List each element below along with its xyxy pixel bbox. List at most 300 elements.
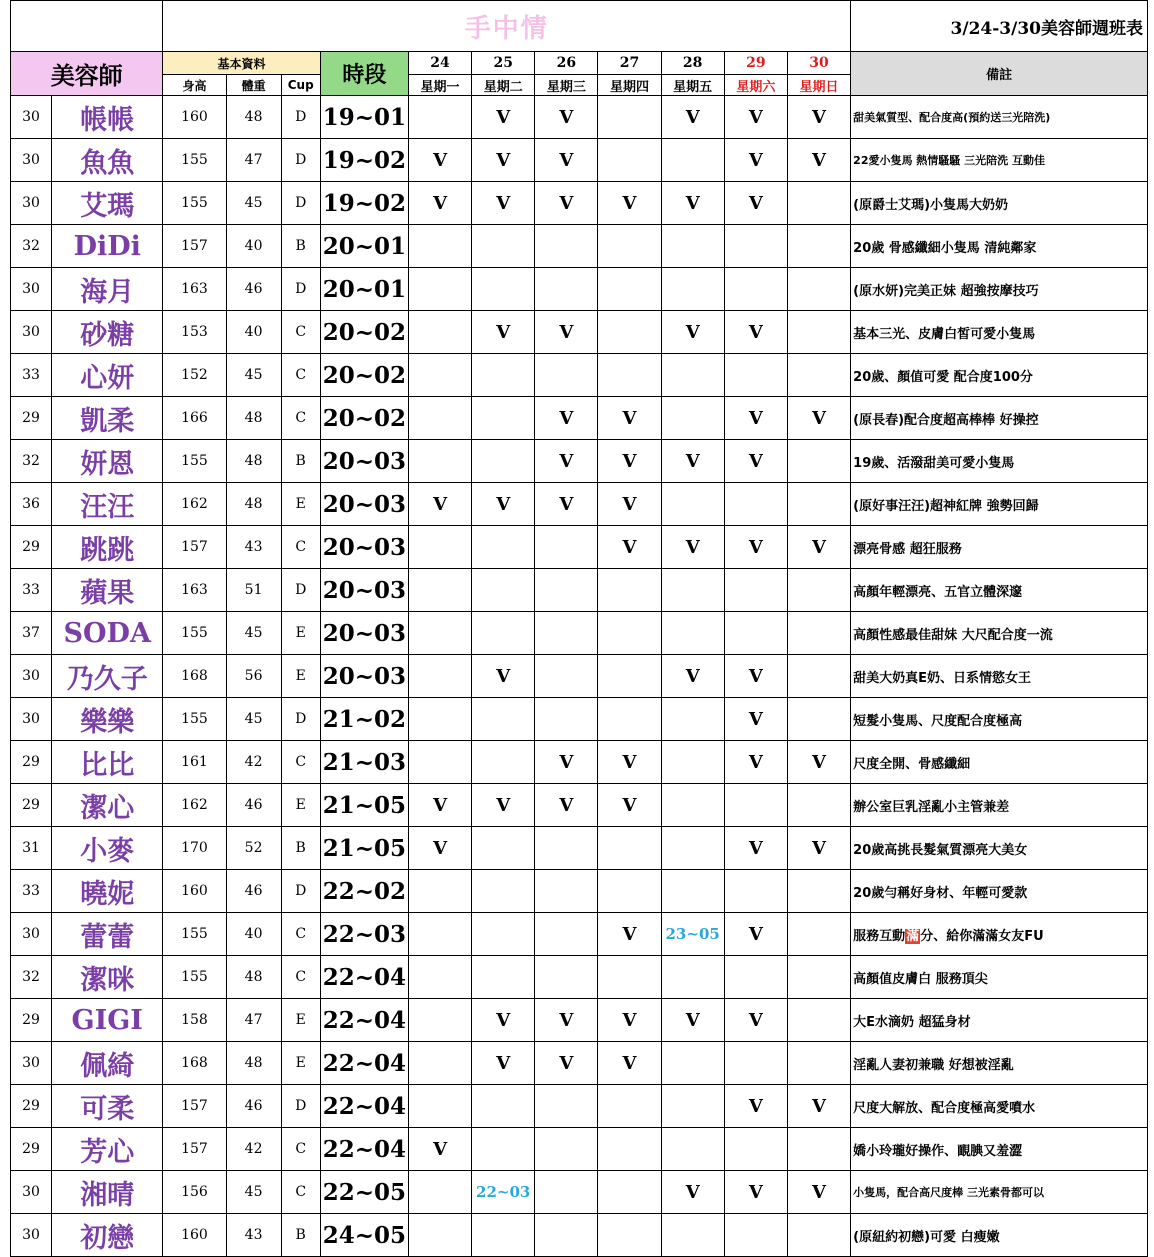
beautician-name: 蕾蕾 (52, 913, 163, 956)
beautician-name: 可柔 (52, 1085, 163, 1128)
age-cell: 30 (11, 698, 52, 741)
age-cell: 33 (11, 569, 52, 612)
day-availability-cell: V (724, 999, 787, 1042)
day-availability-cell: V (598, 440, 661, 483)
age-cell: 30 (11, 96, 52, 139)
week-title: 3/24-3/30美容師週班表 (851, 1, 1148, 52)
day-availability-cell: V (408, 483, 471, 526)
day-availability-cell: 22~03 (472, 1171, 535, 1214)
notes-cell (851, 1085, 1148, 1128)
day-availability-cell (408, 440, 471, 483)
note-text: 尺度大解放、配合度極高愛噴水 (853, 1100, 1036, 1116)
cup-cell: C (281, 741, 320, 784)
day-availability-cell (472, 354, 535, 397)
age-cell: 33 (11, 354, 52, 397)
day-availability-cell: V (787, 1171, 850, 1214)
notes-cell (851, 182, 1148, 225)
day-availability-cell: V (535, 182, 598, 225)
age-cell: 30 (11, 311, 52, 354)
day-availability-cell (535, 913, 598, 956)
day-number-header: 29 (724, 52, 787, 75)
age-cell: 30 (11, 182, 52, 225)
beautician-name: DiDi (52, 225, 163, 268)
cup-cell: C (281, 1128, 320, 1171)
day-availability-cell: V (787, 397, 850, 440)
time-slot-cell: 21~05 (320, 827, 408, 870)
notes-cell (851, 397, 1148, 440)
notes-cell (851, 96, 1148, 139)
day-availability-cell: V (724, 96, 787, 139)
day-availability-cell: V (472, 483, 535, 526)
day-availability-cell: V (787, 96, 850, 139)
height-cell: 155 (163, 139, 226, 182)
brand-title: 手中情 (464, 13, 549, 44)
weight-cell: 43 (226, 1214, 281, 1257)
day-availability-cell (598, 870, 661, 913)
note-text: 高顏值皮膚白 服務頂尖 (853, 971, 988, 987)
table-row (11, 1128, 1148, 1171)
day-availability-cell (787, 784, 850, 827)
beautician-name: 比比 (52, 741, 163, 784)
header-row-top (11, 52, 1148, 75)
day-availability-cell (661, 268, 724, 311)
age-cell: 30 (11, 139, 52, 182)
time-slot-cell: 20~02 (320, 354, 408, 397)
height-cell: 168 (163, 1042, 226, 1085)
day-availability-cell (661, 397, 724, 440)
beautician-name: 艾瑪 (52, 182, 163, 225)
cup-cell: E (281, 784, 320, 827)
weight-cell: 51 (226, 569, 281, 612)
day-availability-cell (472, 526, 535, 569)
note-text: 嬌小玲瓏好操作、靦腆又羞澀 (853, 1143, 1023, 1159)
weight-cell: 48 (226, 956, 281, 999)
day-availability-cell (408, 569, 471, 612)
day-availability-cell (598, 612, 661, 655)
cup-cell: B (281, 440, 320, 483)
weekday-header: 星期三 (535, 75, 598, 96)
day-availability-cell: V (661, 182, 724, 225)
cup-cell: E (281, 1042, 320, 1085)
table-row (11, 999, 1148, 1042)
day-availability-cell: V (535, 999, 598, 1042)
day-availability-cell (787, 1042, 850, 1085)
day-availability-cell: V (724, 440, 787, 483)
day-availability-cell: V (535, 1042, 598, 1085)
day-availability-cell (787, 182, 850, 225)
age-cell: 32 (11, 956, 52, 999)
height-cell: 162 (163, 483, 226, 526)
day-availability-cell (472, 870, 535, 913)
day-availability-cell (535, 956, 598, 999)
beautician-name: 潔咪 (52, 956, 163, 999)
day-availability-cell: V (598, 397, 661, 440)
day-availability-cell (787, 569, 850, 612)
day-availability-cell: V (724, 182, 787, 225)
day-availability-cell (408, 397, 471, 440)
day-availability-cell (535, 870, 598, 913)
cup-cell: E (281, 612, 320, 655)
beautician-name: 佩綺 (52, 1042, 163, 1085)
day-availability-cell (472, 569, 535, 612)
day-availability-cell (535, 698, 598, 741)
notes-cell (851, 784, 1148, 827)
day-availability-cell (724, 870, 787, 913)
day-availability-cell: V (408, 827, 471, 870)
day-availability-cell (408, 870, 471, 913)
day-availability-cell (787, 956, 850, 999)
table-row (11, 139, 1148, 182)
beautician-name: 砂糖 (52, 311, 163, 354)
height-cell: 157 (163, 1128, 226, 1171)
notes-cell (851, 569, 1148, 612)
note-prefix: 服務互動 (853, 928, 906, 944)
cup-cell: D (281, 139, 320, 182)
day-availability-cell (787, 225, 850, 268)
day-availability-cell: V (787, 1085, 850, 1128)
age-cell: 37 (11, 612, 52, 655)
note-text: 高顏年輕漂亮、五官立體深邃 (853, 584, 1023, 600)
day-availability-cell: V (535, 784, 598, 827)
cup-cell: C (281, 913, 320, 956)
day-availability-cell (472, 956, 535, 999)
beautician-name: 魚魚 (52, 139, 163, 182)
weight-cell: 42 (226, 741, 281, 784)
day-availability-cell (787, 268, 850, 311)
weekday-header: 星期二 (472, 75, 535, 96)
notes-cell (851, 311, 1148, 354)
notes-cell (851, 956, 1148, 999)
basic-info-header: 基本資料 (163, 52, 320, 75)
cup-cell: B (281, 827, 320, 870)
table-row (11, 397, 1148, 440)
day-availability-cell (535, 268, 598, 311)
height-cell: 156 (163, 1171, 226, 1214)
note-text: 大E水滴奶 超猛身材 (853, 1014, 971, 1030)
day-availability-cell: V (787, 139, 850, 182)
weight-cell: 40 (226, 311, 281, 354)
day-availability-cell (472, 225, 535, 268)
height-cell: 155 (163, 913, 226, 956)
day-availability-cell (535, 225, 598, 268)
day-availability-cell (535, 1171, 598, 1214)
weight-cell: 46 (226, 784, 281, 827)
table-row (11, 569, 1148, 612)
table-row (11, 440, 1148, 483)
age-cell: 29 (11, 526, 52, 569)
day-availability-cell: V (472, 784, 535, 827)
day-availability-cell: V (661, 440, 724, 483)
day-availability-cell (535, 354, 598, 397)
age-cell: 29 (11, 397, 52, 440)
time-slot-cell: 20~03 (320, 655, 408, 698)
day-availability-cell (408, 999, 471, 1042)
time-slot-cell: 19~01 (320, 96, 408, 139)
day-availability-cell (661, 827, 724, 870)
day-number-header: 30 (787, 52, 850, 75)
time-slot-cell: 22~04 (320, 1085, 408, 1128)
height-cell: 157 (163, 526, 226, 569)
note-text: 辦公室巨乳淫亂小主管兼差 (853, 799, 1010, 815)
day-availability-cell: V (724, 741, 787, 784)
day-availability-cell: V (472, 311, 535, 354)
time-slot-cell: 21~02 (320, 698, 408, 741)
table-row (11, 870, 1148, 913)
day-availability-cell: V (724, 913, 787, 956)
day-number-header: 25 (472, 52, 535, 75)
note-text: 基本三光、皮膚白皙可愛小隻馬 (853, 326, 1036, 342)
beautician-name: 芳心 (52, 1128, 163, 1171)
cup-cell: E (281, 999, 320, 1042)
day-availability-cell (408, 268, 471, 311)
day-availability-cell: V (661, 311, 724, 354)
weight-cell: 47 (226, 139, 281, 182)
title-spacer (11, 1, 163, 52)
day-availability-cell (472, 827, 535, 870)
beautician-name: 樂樂 (52, 698, 163, 741)
age-cell: 36 (11, 483, 52, 526)
beautician-name: 湘晴 (52, 1171, 163, 1214)
beautician-header: 美容師 (11, 52, 163, 96)
table-row (11, 1171, 1148, 1214)
height-cell: 160 (163, 96, 226, 139)
cup-cell: D (281, 268, 320, 311)
beautician-name: 蘋果 (52, 569, 163, 612)
day-availability-cell: V (724, 698, 787, 741)
age-cell: 30 (11, 268, 52, 311)
time-slot-cell: 24~05 (320, 1214, 408, 1257)
table-row (11, 827, 1148, 870)
cup-cell: D (281, 569, 320, 612)
day-availability-cell (661, 139, 724, 182)
day-availability-cell (724, 1128, 787, 1171)
height-cell: 157 (163, 1085, 226, 1128)
full-badge-icon: 滿 (906, 928, 920, 944)
day-availability-cell (598, 311, 661, 354)
day-availability-cell: V (408, 784, 471, 827)
day-availability-cell: V (661, 96, 724, 139)
notes-cell (851, 440, 1148, 483)
table-row (11, 354, 1148, 397)
age-cell: 30 (11, 655, 52, 698)
day-availability-cell: V (598, 182, 661, 225)
note-text: 小隻馬，配合高尺度棒 三光素骨都可以 (853, 1186, 1045, 1199)
day-availability-cell (472, 440, 535, 483)
time-slot-cell: 20~02 (320, 397, 408, 440)
note-text: 短髮小隻馬、尺度配合度極高 (853, 713, 1023, 729)
day-availability-cell (535, 526, 598, 569)
notes-cell (851, 999, 1148, 1042)
day-availability-cell: V (724, 311, 787, 354)
time-slot-cell: 21~03 (320, 741, 408, 784)
day-availability-cell (724, 354, 787, 397)
table-row (11, 311, 1148, 354)
note-text: 分、給你滿滿女友FU (920, 928, 1044, 944)
note-text: 漂亮骨感 超狂服務 (853, 541, 962, 557)
day-availability-cell (598, 569, 661, 612)
beautician-name: 凱柔 (52, 397, 163, 440)
note-text: (原水妍)完美正妹 超強按摩技巧 (853, 283, 1039, 299)
height-cell: 168 (163, 655, 226, 698)
day-availability-cell (472, 1214, 535, 1257)
day-availability-cell (787, 698, 850, 741)
weight-cell: 40 (226, 225, 281, 268)
day-availability-cell (408, 913, 471, 956)
day-availability-cell (408, 741, 471, 784)
weight-cell: 40 (226, 913, 281, 956)
weight-cell: 48 (226, 96, 281, 139)
day-availability-cell: V (724, 827, 787, 870)
day-availability-cell (787, 655, 850, 698)
beautician-name: GIGI (52, 999, 163, 1042)
day-availability-cell (787, 483, 850, 526)
age-cell: 30 (11, 913, 52, 956)
note-text: 22愛小隻馬 熱情騷騷 三光陪洗 互動佳 (853, 154, 1045, 167)
weekday-header: 星期日 (787, 75, 850, 96)
day-availability-cell (408, 526, 471, 569)
note-text: 19歲、活潑甜美可愛小隻馬 (853, 455, 1015, 471)
day-availability-cell (661, 784, 724, 827)
day-availability-cell (661, 956, 724, 999)
day-availability-cell: V (724, 1171, 787, 1214)
age-cell: 33 (11, 870, 52, 913)
day-availability-cell (472, 1085, 535, 1128)
beautician-name: 妍恩 (52, 440, 163, 483)
day-availability-cell (598, 1128, 661, 1171)
height-cell: 160 (163, 1214, 226, 1257)
day-availability-cell (724, 1214, 787, 1257)
day-availability-cell: V (535, 440, 598, 483)
weight-cell: 42 (226, 1128, 281, 1171)
height-cell: 155 (163, 956, 226, 999)
age-cell: 29 (11, 1085, 52, 1128)
beautician-name: 初戀 (52, 1214, 163, 1257)
day-availability-cell (408, 1171, 471, 1214)
weight-cell: 46 (226, 268, 281, 311)
day-availability-cell (661, 1128, 724, 1171)
table-row (11, 913, 1148, 956)
day-availability-cell: V (472, 999, 535, 1042)
day-availability-cell (724, 612, 787, 655)
beautician-name: SODA (52, 612, 163, 655)
weight-header: 體重 (226, 75, 281, 96)
day-availability-cell: V (598, 741, 661, 784)
day-availability-cell: V (598, 483, 661, 526)
note-text: 甜美氣質型、配合度高(預約送三光陪洗) (853, 111, 1051, 124)
day-availability-cell (408, 225, 471, 268)
day-number-header: 26 (535, 52, 598, 75)
day-availability-cell (661, 569, 724, 612)
table-row (11, 1085, 1148, 1128)
time-slot-cell: 22~04 (320, 1128, 408, 1171)
day-availability-cell (724, 483, 787, 526)
beautician-name: 潔心 (52, 784, 163, 827)
height-cell: 160 (163, 870, 226, 913)
day-availability-cell: V (598, 1042, 661, 1085)
notes-cell (851, 698, 1148, 741)
day-availability-cell (661, 741, 724, 784)
table-row (11, 182, 1148, 225)
day-availability-cell: V (661, 1171, 724, 1214)
notes-header: 備註 (851, 52, 1148, 96)
day-availability-cell (472, 268, 535, 311)
table-row (11, 268, 1148, 311)
weekday-header: 星期五 (661, 75, 724, 96)
table-row (11, 741, 1148, 784)
cup-cell: B (281, 1214, 320, 1257)
notes-cell (851, 1171, 1148, 1214)
weight-cell: 43 (226, 526, 281, 569)
day-availability-cell: V (598, 526, 661, 569)
time-slot-cell: 19~02 (320, 139, 408, 182)
beautician-name: 小麥 (52, 827, 163, 870)
beautician-name: 海月 (52, 268, 163, 311)
day-availability-cell: V (535, 741, 598, 784)
weight-cell: 45 (226, 354, 281, 397)
cup-cell: E (281, 655, 320, 698)
day-availability-cell (724, 784, 787, 827)
cup-header: Cup (281, 75, 320, 96)
weekday-header: 星期四 (598, 75, 661, 96)
height-cell: 170 (163, 827, 226, 870)
beautician-name: 曉妮 (52, 870, 163, 913)
weekday-header: 星期一 (408, 75, 471, 96)
day-availability-cell (408, 96, 471, 139)
age-cell: 31 (11, 827, 52, 870)
day-availability-cell (787, 612, 850, 655)
day-availability-cell (472, 397, 535, 440)
day-availability-cell (408, 698, 471, 741)
day-availability-cell (787, 1214, 850, 1257)
day-availability-cell: 23~05 (661, 913, 724, 956)
day-availability-cell (787, 870, 850, 913)
day-availability-cell (787, 311, 850, 354)
day-availability-cell (661, 1214, 724, 1257)
weight-cell: 52 (226, 827, 281, 870)
notes-cell (851, 870, 1148, 913)
height-cell: 155 (163, 612, 226, 655)
day-availability-cell: V (661, 526, 724, 569)
weight-cell: 48 (226, 1042, 281, 1085)
day-availability-cell: V (724, 1085, 787, 1128)
height-cell: 153 (163, 311, 226, 354)
note-text: (原好事汪汪)超神紅牌 強勢回歸 (853, 498, 1039, 514)
note-text: 尺度全開、骨感纖細 (853, 756, 971, 772)
age-cell: 30 (11, 1042, 52, 1085)
weight-cell: 45 (226, 698, 281, 741)
table-row (11, 655, 1148, 698)
day-availability-cell (598, 96, 661, 139)
note-text: 淫亂人妻初兼職 好想被淫亂 (853, 1057, 1014, 1073)
time-slot-cell: 20~03 (320, 440, 408, 483)
day-availability-cell: V (472, 182, 535, 225)
day-availability-cell: V (724, 139, 787, 182)
beautician-name: 心妍 (52, 354, 163, 397)
note-text: (原長春)配合度超高棒棒 好操控 (853, 412, 1039, 428)
height-cell: 157 (163, 225, 226, 268)
day-availability-cell (598, 956, 661, 999)
time-slot-header: 時段 (320, 52, 408, 96)
table-row (11, 1214, 1148, 1257)
day-availability-cell: V (661, 655, 724, 698)
cup-cell: C (281, 354, 320, 397)
notes-cell (851, 612, 1148, 655)
day-availability-cell (472, 741, 535, 784)
day-availability-cell (535, 612, 598, 655)
day-availability-cell (472, 698, 535, 741)
time-slot-cell: 22~04 (320, 1042, 408, 1085)
title-row (11, 1, 1148, 52)
